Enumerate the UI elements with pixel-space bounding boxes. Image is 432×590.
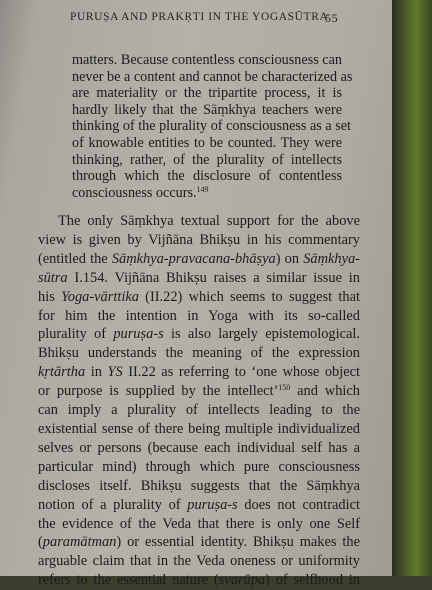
paragraph-line <box>38 496 360 515</box>
paragraph-line: The only Sāṃkhya textual support for the above <box>58 213 360 229</box>
italic-term: paramātman <box>42 534 117 551</box>
text-run: or purpose is supplied by the intellect’ <box>38 383 279 400</box>
footnote-marker: 149 <box>196 184 209 194</box>
block-quote <box>72 52 353 201</box>
paragraph-line <box>38 250 360 269</box>
paragraph-line: selves or persons (because each individual self has a <box>38 439 360 456</box>
paragraph-line <box>38 533 360 552</box>
text-run: (entitled the <box>38 250 112 267</box>
italic-term: svarūpa <box>218 572 266 589</box>
italic-term: puruṣa-s <box>113 326 164 343</box>
paragraph-line: view is given by Vijñāna Bhikṣu in his commentary <box>38 231 360 248</box>
book-spine-edge <box>392 0 432 576</box>
quote-line: matters. Because contentless consciousness can <box>72 52 342 68</box>
text-run: is also largely epistemological. <box>163 326 360 343</box>
paragraph-line: Bhikṣu understands the meaning of the expression <box>38 345 360 362</box>
quote-line: never be a content and cannot be characterized as <box>72 68 353 85</box>
quote-line: through which the disclosure of contentless <box>72 168 342 185</box>
text-run: ) on <box>275 250 304 267</box>
paragraph-line: for him the intention in Yoga with its so-called <box>38 307 360 324</box>
footnote-marker: 150 <box>278 383 291 393</box>
italic-term: kṛtārtha <box>38 364 86 381</box>
text-run: and which <box>290 383 360 400</box>
text-run: in <box>85 364 108 381</box>
body-paragraph <box>38 212 360 590</box>
paragraph-line: arguable claim that in the Veda oneness or uniformity <box>38 553 360 570</box>
italic-title: Sāṃkhya-pravacana-bhāṣya <box>111 250 276 267</box>
page-number: 55 <box>325 11 339 25</box>
text-run: ) or essential identity. Bhikṣu makes the <box>116 534 360 551</box>
paragraph-line <box>38 571 360 590</box>
paragraph-line: the evidence of the Veda that there is only one Self <box>38 515 360 532</box>
quote-line: are materiality or the tripartite process, it is <box>72 85 342 102</box>
text-run: notion of a plurality of <box>38 496 188 513</box>
text-run: ) of selfhood in <box>265 572 360 589</box>
quote-text: consciousness occurs. <box>72 184 197 201</box>
text-run: plurality of <box>38 326 114 343</box>
italic-title: Sāṃkhya- <box>303 250 360 267</box>
italic-title: sūtra <box>38 269 68 286</box>
italic-abbrev: YS <box>107 364 123 381</box>
text-run: does not contradict <box>237 496 360 513</box>
quote-line: of knowable entities to be counted. They were <box>72 134 342 151</box>
text-run: I.154. Vijñāna Bhikṣu raises a similar issue in <box>67 269 360 286</box>
quote-line <box>72 185 342 202</box>
paragraph-line: particular mind) through which pure consciousness <box>38 458 360 475</box>
running-header <box>0 8 392 28</box>
paragraph-line <box>38 325 360 344</box>
paragraph-line <box>38 288 360 307</box>
text-run: II.22 as referring to ‘one whose object <box>122 364 361 381</box>
paragraph-line <box>38 269 360 288</box>
quote-line: thinking of the plurality of consciousness as a set <box>72 118 351 135</box>
paragraph-line <box>38 382 360 401</box>
italic-title: Yoga-vārttika <box>61 288 139 305</box>
paragraph-line: discloses itself. Bhikṣu suggests that the Sāṃkhya <box>38 477 360 494</box>
text-run: refers to the essential nature ( <box>38 572 219 589</box>
text-run: his <box>38 288 62 305</box>
paragraph-line: can imply a plurality of intellects leading to the <box>38 402 360 419</box>
running-title: PURUṢA AND PRAKṚTI IN THE YOGASŪTRA <box>70 11 329 23</box>
text-run: (II.22) which seems to suggest that <box>138 288 360 305</box>
italic-term: puruṣa-s <box>187 496 238 513</box>
paragraph-line: existential sense of there being multiple individualized <box>38 420 360 437</box>
quote-line: hardly likely that the Sāṃkhya teachers were <box>72 101 342 118</box>
quote-line: thinking, rather, of the plurality of intellects <box>72 151 342 168</box>
paragraph-line <box>38 363 360 382</box>
text-run: ( <box>38 534 43 551</box>
